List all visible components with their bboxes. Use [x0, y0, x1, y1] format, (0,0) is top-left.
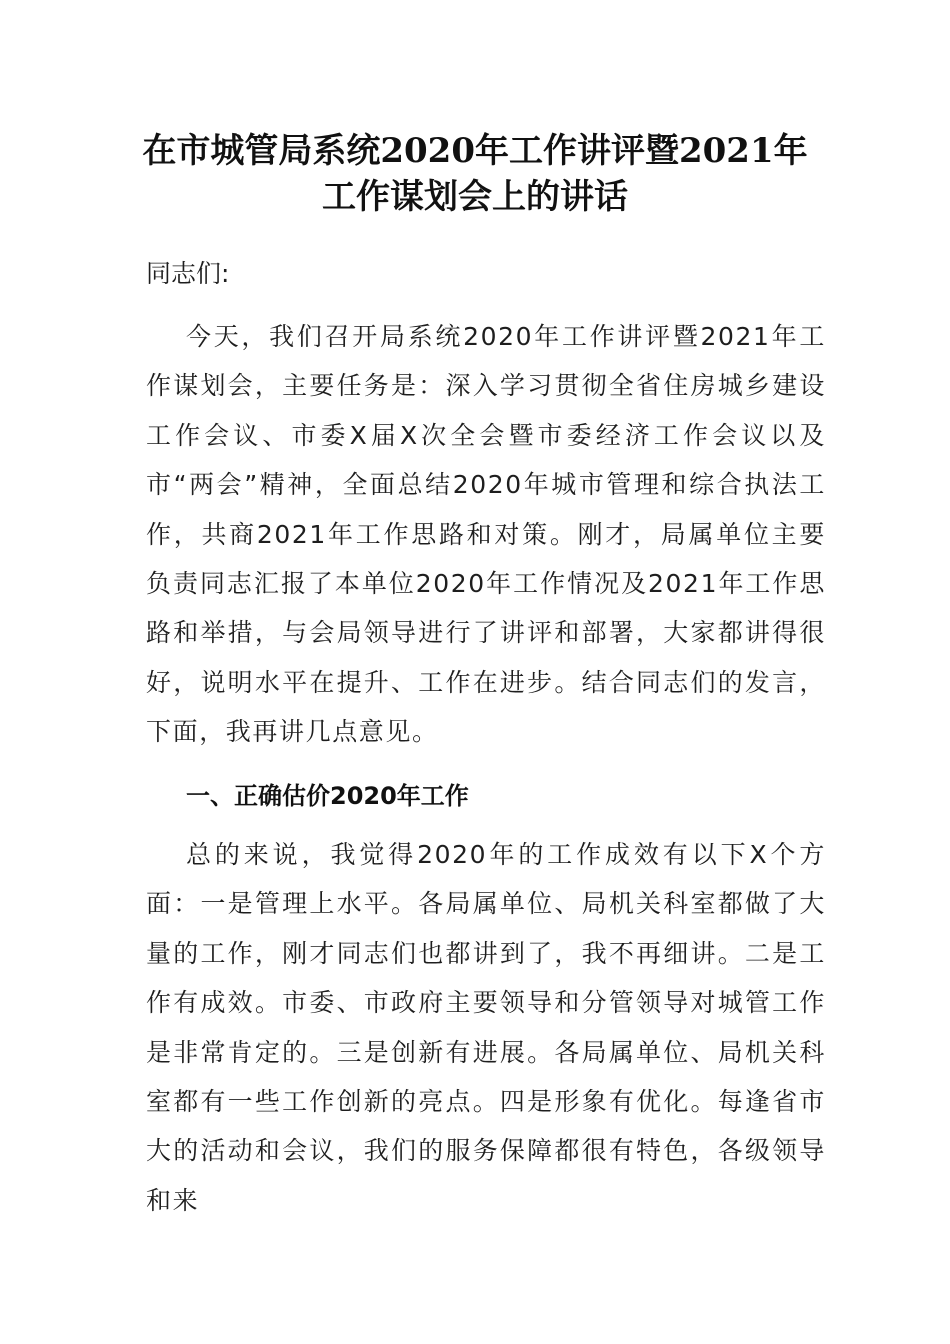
salutation: 同志们: — [146, 259, 230, 288]
document-title-line-1: 在市城管局系统2020年工作讲评暨2021年 — [142, 131, 808, 171]
paragraph-intro: 今天，我们召开局系统2020年工作讲评暨2021年工作谋划会，主要任务是：深入学习贯彻全省住房城乡建设工作会议、市委X届X次全会暨市委经济工作会议以及市“两会”精神，全面总结2020年城市管理和综合执法工作，共商2021年工作思路和对策。刚才，局属单位主要负责同志汇报了本单位2020年工作情况及2021年工作思路和举措，与会局领导进行了讲评和部署，大家都讲得很好，说明水平在提升、工作在进步。结合同志们的发言，下面，我再讲几点意见。 — [146, 322, 826, 747]
section-heading-1: 一、正确估价2020年工作 — [186, 782, 469, 810]
paragraph-section-1: 总的来说，我觉得2020年的工作成效有以下X个方面：一是管理上水平。各局属单位、局机关科室都做了大量的工作，刚才同志们也都讲到了，我不再细讲。二是工作有成效。市委、市政府主要领导和分管领导对城管工作是非常肯定的。三是创新有进展。各局属单位、局机关科室都有一些工作创新的亮点。四是形象有优化。每逢省市大的活动和会议，我们的服务保障都很有特色，各级领导和来 — [146, 840, 826, 1215]
document-title-line-2: 工作谋划会上的讲话 — [322, 177, 628, 217]
